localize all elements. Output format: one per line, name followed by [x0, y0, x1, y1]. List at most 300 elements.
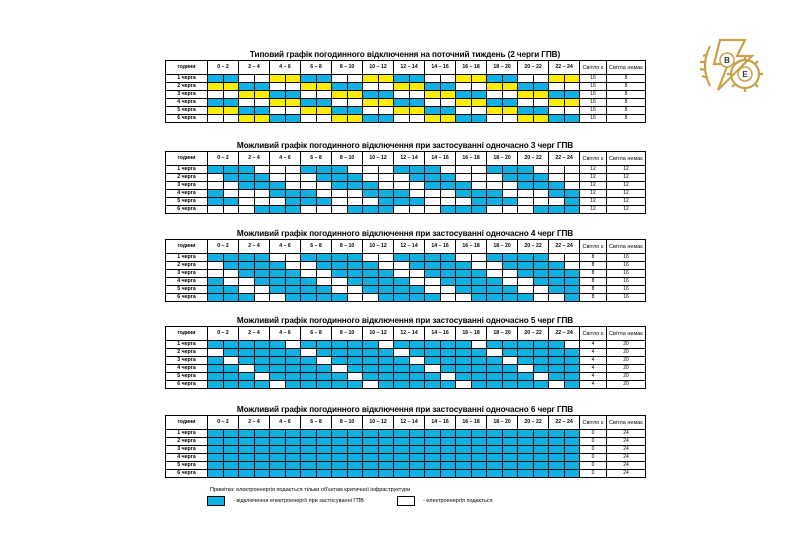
outage-cell — [564, 373, 580, 381]
outage-cell — [471, 270, 487, 278]
outage-cell — [394, 166, 410, 174]
outage-cell — [564, 438, 580, 446]
light-off-hours: 12 — [607, 190, 646, 198]
time-slot-header: 2 – 4 — [239, 61, 270, 75]
outage-cell — [285, 357, 301, 365]
supply-cell — [440, 75, 456, 83]
company-logo — [690, 26, 780, 104]
outage-cell — [347, 107, 363, 115]
outage-cell — [394, 107, 410, 115]
supply-cell — [270, 254, 286, 262]
outage-cell — [285, 446, 301, 454]
outage-cell — [270, 438, 286, 446]
supply-cell — [425, 365, 441, 373]
time-slot-header: 18 – 20 — [487, 327, 518, 341]
supply-cell — [502, 91, 518, 99]
outage-cell — [363, 270, 379, 278]
supply-cell — [301, 349, 317, 357]
outage-cell — [471, 206, 487, 214]
outage-cell — [471, 99, 487, 107]
outage-cell — [223, 430, 239, 438]
outage-cell — [409, 381, 425, 389]
outage-cell — [316, 75, 332, 83]
outage-cell — [518, 349, 534, 357]
outage-cell — [285, 381, 301, 389]
outage-cell — [270, 262, 286, 270]
outage-cell — [316, 470, 332, 478]
outage-cell — [347, 262, 363, 270]
schedule-table — [165, 326, 646, 389]
queue-row — [166, 166, 646, 174]
light-on-hours: 0 — [580, 462, 607, 470]
supply-cell — [471, 182, 487, 190]
outage-cell — [549, 446, 565, 454]
outage-cell — [378, 278, 394, 286]
outage-cell — [347, 381, 363, 389]
supply-cell — [409, 270, 425, 278]
supply-cell — [208, 206, 224, 214]
footnote: Примітка: електроенергія подається тільки об'єктам критичної інфраструктури — [210, 487, 411, 493]
outage-cell — [533, 270, 549, 278]
outage-cell — [363, 470, 379, 478]
light-on-hours: 12 — [580, 166, 607, 174]
outage-cell — [316, 462, 332, 470]
outage-cell — [332, 270, 348, 278]
outage-cell — [208, 294, 224, 302]
supply-cell — [285, 166, 301, 174]
supply-cell — [285, 262, 301, 270]
outage-cell — [533, 365, 549, 373]
queue-label: 5 черга — [166, 286, 208, 294]
supply-cell — [208, 182, 224, 190]
outage-cell — [239, 373, 255, 381]
supply-cell — [223, 91, 239, 99]
supply-cell — [285, 83, 301, 91]
supply-cell — [409, 115, 425, 123]
queue-label: 4 черга — [166, 365, 208, 373]
outage-cell — [285, 75, 301, 83]
supply-cell — [363, 166, 379, 174]
queue-row — [166, 470, 646, 478]
legend-outage-label: - відключення електроенергії при застосуванні ГПВ — [233, 498, 364, 504]
queue-label: 6 черга — [166, 206, 208, 214]
outage-cell — [301, 83, 317, 91]
outage-cell — [316, 166, 332, 174]
legend-supply-swatch — [397, 496, 415, 506]
supply-cell — [285, 174, 301, 182]
outage-cell — [332, 294, 348, 302]
outage-cell — [223, 198, 239, 206]
supply-cell — [440, 286, 456, 294]
outage-cell — [347, 254, 363, 262]
outage-cell — [409, 373, 425, 381]
light-on-hours: 4 — [580, 357, 607, 365]
outage-cell — [332, 349, 348, 357]
outage-cell — [223, 365, 239, 373]
outage-cell — [394, 75, 410, 83]
outage-cell — [332, 470, 348, 478]
light-off-hours: 24 — [607, 446, 646, 454]
outage-cell — [223, 166, 239, 174]
outage-cell — [316, 294, 332, 302]
time-slot-header: 16 – 18 — [456, 61, 487, 75]
supply-cell — [440, 166, 456, 174]
outage-cell — [456, 373, 472, 381]
supply-cell — [332, 365, 348, 373]
outage-cell — [549, 99, 565, 107]
outage-cell — [564, 462, 580, 470]
outage-cell — [518, 381, 534, 389]
supply-cell — [270, 174, 286, 182]
outage-cell — [239, 470, 255, 478]
outage-cell — [409, 470, 425, 478]
outage-cell — [549, 190, 565, 198]
time-slot-header: 12 – 14 — [394, 327, 425, 341]
queue-row — [166, 373, 646, 381]
queue-row — [166, 454, 646, 462]
outage-cell — [440, 381, 456, 389]
outage-cell — [378, 357, 394, 365]
outage-cell — [316, 254, 332, 262]
outage-cell — [270, 357, 286, 365]
outage-cell — [549, 286, 565, 294]
queue-label: 5 черга — [166, 198, 208, 206]
supply-cell — [487, 91, 503, 99]
outage-cell — [270, 99, 286, 107]
outage-cell — [223, 438, 239, 446]
outage-cell — [208, 430, 224, 438]
outage-cell — [502, 286, 518, 294]
light-off-hours: 24 — [607, 430, 646, 438]
outage-cell — [332, 254, 348, 262]
supply-cell — [564, 182, 580, 190]
outage-cell — [363, 75, 379, 83]
supply-cell — [518, 190, 534, 198]
outage-cell — [440, 254, 456, 262]
outage-cell — [254, 438, 270, 446]
supply-cell — [487, 270, 503, 278]
outage-cell — [394, 83, 410, 91]
outage-cell — [471, 115, 487, 123]
outage-cell — [440, 174, 456, 182]
supply-cell — [487, 174, 503, 182]
outage-cell — [409, 349, 425, 357]
supply-cell — [440, 373, 456, 381]
outage-cell — [223, 470, 239, 478]
supply-cell — [378, 166, 394, 174]
queue-row — [166, 190, 646, 198]
outage-cell — [518, 270, 534, 278]
time-slot-header: 6 – 8 — [301, 416, 332, 430]
outage-cell — [270, 91, 286, 99]
outage-cell — [487, 438, 503, 446]
outage-cell — [456, 115, 472, 123]
light-off-hours: 12 — [607, 166, 646, 174]
schedule-block — [165, 228, 645, 302]
outage-cell — [378, 286, 394, 294]
outage-cell — [425, 470, 441, 478]
supply-cell — [332, 198, 348, 206]
outage-cell — [564, 198, 580, 206]
supply-cell — [518, 75, 534, 83]
outage-cell — [533, 83, 549, 91]
supply-cell — [254, 166, 270, 174]
outage-cell — [471, 286, 487, 294]
outage-cell — [208, 438, 224, 446]
outage-cell — [316, 99, 332, 107]
time-slot-header: 12 – 14 — [394, 416, 425, 430]
time-slot-header: 14 – 16 — [425, 327, 456, 341]
outage-cell — [208, 373, 224, 381]
supply-cell — [301, 115, 317, 123]
supply-cell — [332, 278, 348, 286]
outage-cell — [378, 190, 394, 198]
outage-cell — [425, 462, 441, 470]
time-slot-header: 14 – 16 — [425, 416, 456, 430]
time-slot-header: 12 – 14 — [394, 152, 425, 166]
outage-cell — [409, 99, 425, 107]
outage-cell — [564, 357, 580, 365]
outage-cell — [347, 438, 363, 446]
supply-cell — [549, 107, 565, 115]
outage-cell — [549, 470, 565, 478]
outage-cell — [239, 381, 255, 389]
outage-cell — [409, 430, 425, 438]
light-on-hours: 12 — [580, 182, 607, 190]
supply-cell — [378, 107, 394, 115]
outage-cell — [301, 75, 317, 83]
outage-cell — [564, 99, 580, 107]
supply-cell — [533, 198, 549, 206]
outage-cell — [533, 462, 549, 470]
outage-cell — [533, 438, 549, 446]
outage-cell — [347, 174, 363, 182]
outage-cell — [549, 341, 565, 349]
supply-cell — [456, 107, 472, 115]
queue-label: 4 черга — [166, 190, 208, 198]
supply-cell — [533, 75, 549, 83]
outage-cell — [533, 349, 549, 357]
outage-cell — [425, 357, 441, 365]
outage-cell — [549, 182, 565, 190]
supply-cell — [502, 182, 518, 190]
outage-cell — [239, 357, 255, 365]
outage-cell — [301, 278, 317, 286]
supply-cell — [208, 174, 224, 182]
supply-cell — [223, 115, 239, 123]
schedule-table — [165, 415, 646, 478]
queue-row — [166, 286, 646, 294]
queue-row — [166, 341, 646, 349]
outage-cell — [301, 373, 317, 381]
outage-cell — [254, 341, 270, 349]
time-slot-header: 18 – 20 — [487, 61, 518, 75]
supply-cell — [347, 99, 363, 107]
outage-cell — [518, 357, 534, 365]
supply-cell — [409, 182, 425, 190]
outage-cell — [564, 270, 580, 278]
supply-cell — [549, 83, 565, 91]
outage-cell — [394, 430, 410, 438]
outage-cell — [208, 446, 224, 454]
outage-cell — [533, 341, 549, 349]
supply-cell — [564, 174, 580, 182]
supply-cell — [471, 174, 487, 182]
outage-cell — [378, 430, 394, 438]
supply-cell — [394, 206, 410, 214]
outage-cell — [502, 294, 518, 302]
outage-cell — [239, 454, 255, 462]
outage-cell — [239, 174, 255, 182]
outage-cell — [378, 454, 394, 462]
time-slot-header: 4 – 6 — [270, 416, 301, 430]
time-slot-header: 10 – 12 — [363, 152, 394, 166]
supply-cell — [518, 198, 534, 206]
supply-cell — [239, 286, 255, 294]
outage-cell — [347, 341, 363, 349]
supply-cell — [394, 91, 410, 99]
time-slot-header: 8 – 10 — [332, 416, 363, 430]
outage-cell — [347, 470, 363, 478]
supply-cell — [549, 254, 565, 262]
outage-cell — [208, 166, 224, 174]
outage-cell — [440, 349, 456, 357]
time-slot-header: 14 – 16 — [425, 152, 456, 166]
schedule-title: Типовий графік погодинного відключення на поточний тиждень (2 черги ГПВ) — [249, 50, 561, 59]
outage-cell — [223, 286, 239, 294]
supply-cell — [254, 286, 270, 294]
light-on-header: Світло є — [580, 152, 607, 166]
outage-cell — [425, 166, 441, 174]
supply-cell — [223, 278, 239, 286]
outage-cell — [270, 115, 286, 123]
outage-cell — [316, 341, 332, 349]
outage-cell — [518, 83, 534, 91]
outage-cell — [533, 470, 549, 478]
light-off-hours: 8 — [607, 107, 646, 115]
outage-cell — [533, 115, 549, 123]
light-on-hours: 8 — [580, 286, 607, 294]
outage-cell — [549, 357, 565, 365]
outage-cell — [502, 430, 518, 438]
outage-cell — [332, 174, 348, 182]
light-off-hours: 16 — [607, 270, 646, 278]
supply-cell — [347, 75, 363, 83]
hours-header: години — [166, 61, 208, 75]
time-slot-header: 10 – 12 — [363, 416, 394, 430]
queue-row — [166, 107, 646, 115]
outage-cell — [239, 182, 255, 190]
schedule-table — [165, 239, 646, 302]
outage-cell — [301, 166, 317, 174]
outage-cell — [518, 430, 534, 438]
light-on-hours: 0 — [580, 430, 607, 438]
outage-cell — [440, 365, 456, 373]
light-on-hours: 16 — [580, 107, 607, 115]
outage-cell — [301, 357, 317, 365]
outage-cell — [208, 99, 224, 107]
outage-cell — [518, 454, 534, 462]
outage-cell — [254, 91, 270, 99]
supply-cell — [363, 107, 379, 115]
outage-cell — [564, 365, 580, 373]
outage-cell — [301, 107, 317, 115]
time-slot-header: 22 – 24 — [549, 240, 580, 254]
outage-cell — [223, 446, 239, 454]
outage-cell — [285, 294, 301, 302]
light-on-hours: 16 — [580, 75, 607, 83]
outage-cell — [502, 446, 518, 454]
supply-cell — [378, 341, 394, 349]
outage-cell — [239, 107, 255, 115]
light-on-hours: 16 — [580, 83, 607, 91]
outage-cell — [332, 381, 348, 389]
outage-cell — [549, 462, 565, 470]
time-slot-header: 0 – 2 — [208, 61, 239, 75]
outage-cell — [285, 278, 301, 286]
outage-cell — [301, 470, 317, 478]
hours-header: години — [166, 327, 208, 341]
light-off-hours: 8 — [607, 83, 646, 91]
outage-cell — [223, 83, 239, 91]
time-slot-header: 12 – 14 — [394, 61, 425, 75]
outage-cell — [270, 286, 286, 294]
schedule-title: Можливий графік погодинного відключення при застосуванні одночасно 5 черг ГПВ — [236, 316, 574, 325]
outage-cell — [285, 198, 301, 206]
outage-cell — [394, 278, 410, 286]
supply-cell — [208, 349, 224, 357]
supply-cell — [409, 357, 425, 365]
supply-cell — [533, 373, 549, 381]
outage-cell — [363, 190, 379, 198]
outage-cell — [533, 107, 549, 115]
supply-cell — [254, 99, 270, 107]
outage-cell — [270, 349, 286, 357]
time-slot-header: 16 – 18 — [456, 416, 487, 430]
supply-cell — [409, 278, 425, 286]
outage-cell — [378, 294, 394, 302]
outage-cell — [223, 75, 239, 83]
supply-cell — [471, 254, 487, 262]
outage-cell — [378, 270, 394, 278]
supply-cell — [487, 262, 503, 270]
outage-cell — [223, 341, 239, 349]
time-slot-header: 0 – 2 — [208, 240, 239, 254]
outage-cell — [409, 174, 425, 182]
light-on-header: Світло є — [580, 327, 607, 341]
supply-cell — [270, 381, 286, 389]
supply-cell — [549, 198, 565, 206]
outage-cell — [456, 357, 472, 365]
outage-cell — [471, 438, 487, 446]
supply-cell — [316, 91, 332, 99]
outage-cell — [409, 166, 425, 174]
queue-label: 1 черга — [166, 254, 208, 262]
outage-cell — [471, 462, 487, 470]
supply-cell — [409, 206, 425, 214]
outage-cell — [363, 446, 379, 454]
outage-cell — [502, 174, 518, 182]
queue-label: 2 черга — [166, 174, 208, 182]
outage-cell — [239, 262, 255, 270]
queue-row — [166, 198, 646, 206]
outage-cell — [564, 446, 580, 454]
outage-cell — [549, 373, 565, 381]
supply-cell — [332, 75, 348, 83]
outage-cell — [394, 462, 410, 470]
outage-cell — [332, 91, 348, 99]
outage-cell — [239, 254, 255, 262]
